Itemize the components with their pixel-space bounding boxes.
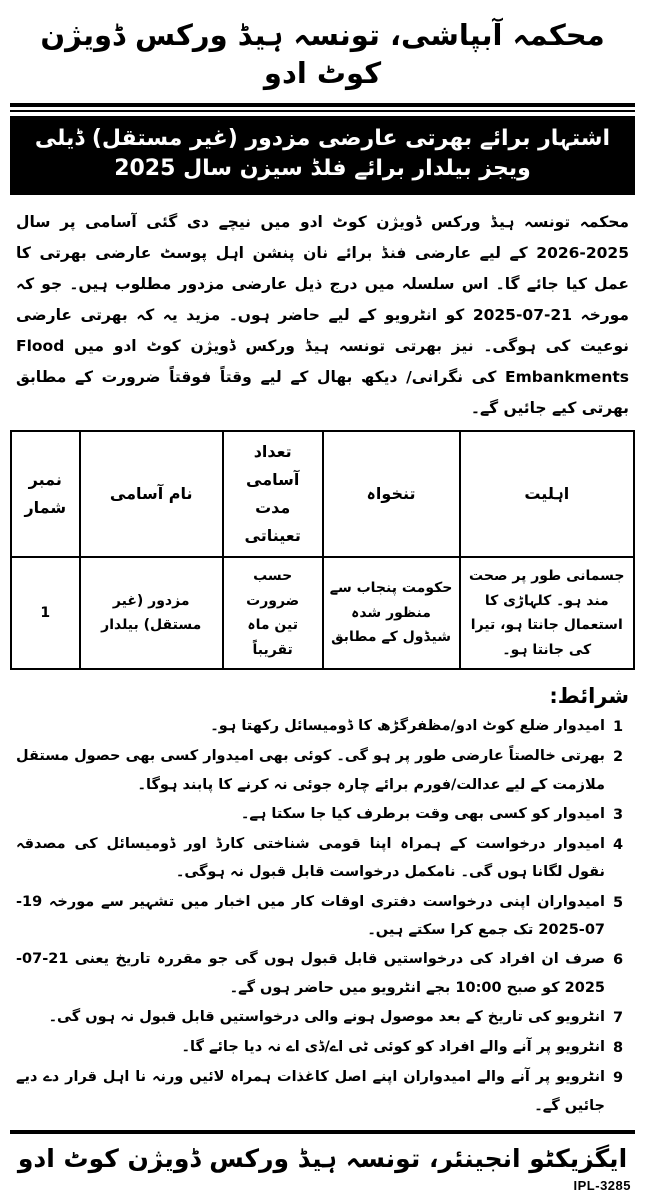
cell-post-name: مزدور (غیر مستقل) بیلدار [80, 557, 223, 669]
list-item [16, 1063, 629, 1120]
header-divider [10, 103, 635, 107]
condition-number: 1 [612, 719, 624, 736]
column-header-eligibility: اہلیت [460, 431, 634, 557]
condition-number: 4 [612, 837, 624, 854]
intro-paragraph: محکمہ تونسہ ہیڈ ورکس ڈویژن کوٹ ادو میں نیچے دی گئی آسامی پر سال 2025-2026 کے لیے عارضی فنڈ برائے نان پنشن اہل پوسٹ عارضی بھرتی کا عمل کیا جائے گا۔ اس سلسلہ میں درج ذیل عارضی مزدور مطلوب ہیں۔ جو کہ مورخہ 21-07-2025 کو انٹرویو کے لیے حاضر ہوں۔ مزید یہ کہ بھرتی عارضی نوعیت کی ہوگی۔ نیز بھرتی تونسہ ہیڈ ورکس ڈویژن کوٹ ادو میں Flood Embankments کی نگرانی/ دیکھ بھال کے لیے وقتاً فوقتاً ضرورت کے مطابق بھرتی کیے جائیں گے۔ [16, 213, 629, 418]
list-item [16, 742, 629, 799]
condition-text: امیدوار کو کسی بھی وقت برطرف کیا جا سکتا ہے۔ [240, 805, 605, 822]
condition-text: انٹرویو پر آنے والے افراد کو کوئی ٹی اے/ڈی اے نہ دیا جائے گا۔ [181, 1039, 605, 1056]
condition-number: 6 [612, 952, 624, 969]
column-header-serial: نمبر شمار [11, 431, 80, 557]
cell-pay: حکومت پنجاب سے منظور شدہ شیڈول کے مطابق [323, 557, 460, 669]
table-header-row [11, 431, 634, 557]
cell-eligibility: جسمانی طور پر صحت مند ہو۔ کلہاڑی کا استعمال جانتا ہو، تیرا کی جانتا ہو۔ [460, 557, 634, 669]
condition-number: 7 [612, 1009, 624, 1026]
condition-text: بھرتی خالصتاً عارضی طور پر ہو گی۔ کوئی بھی امیدوار کسی بھی حصول مستقل ملازمت کے لیے عدالت/فورم برائے چارہ جوئی نہ کرنے کا پابند ہوگا۔ [16, 748, 605, 793]
department-title: محکمہ آبپاشی، تونسہ ہیڈ ورکس ڈویژن کوٹ ادو [40, 18, 605, 91]
table-row [11, 557, 634, 669]
cell-count-duration [223, 557, 323, 669]
ipl-code: IPL-3285 [573, 1177, 631, 1193]
header-divider-thin [10, 110, 635, 112]
advertisement-banner: اشتہار برائے بھرتی عارضی مزدور (غیر مستقل) ڈیلی ویجز بیلدار برائے فلڈ سیزن سال 2025 [10, 116, 635, 196]
list-item [16, 945, 629, 1002]
condition-number: 5 [612, 894, 624, 911]
column-header-pay: تنخواہ [323, 431, 460, 557]
condition-text: امیدوار درخواست کے ہمراہ اپنا قومی شناختی کارڈ اور ڈومیسائل کی مصدقہ نقول لگانا ہوں گی۔ نامکمل درخواست قابل قبول نہ ہوگی۔ [16, 836, 605, 881]
column-header-count-duration: تعداد آسامی مدت تعیناتی [223, 431, 323, 557]
list-item [16, 888, 629, 945]
footer-divider [10, 1130, 635, 1134]
conditions-heading: شرائط: [549, 684, 629, 709]
column-header-post-name: نام آسامی [80, 431, 223, 557]
condition-number: 9 [612, 1070, 624, 1087]
condition-number: 2 [612, 749, 624, 766]
condition-text: انٹرویو کی تاریخ کے بعد موصول ہونے والی درخواستیں قابل قبول نہ ہوں گی۔ [48, 1008, 605, 1025]
cell-serial: 1 [11, 557, 80, 669]
list-item [16, 1003, 629, 1032]
list-item [16, 1033, 629, 1062]
condition-text: امیدوار ضلع کوٹ ادو/مظفرگڑھ کا ڈومیسائل رکھتا ہو۔ [210, 718, 605, 735]
list-item [16, 830, 629, 887]
condition-text: انٹرویو پر آنے والے امیدواران اپنے اصل کاغذات ہمراہ لائیں ورنہ نا اہل قرار دے دیے جائیں گے۔ [16, 1069, 605, 1114]
issuing-authority: ایگزیکٹو انجینئر، تونسہ ہیڈ ورکس ڈویژن کوٹ ادو [17, 1143, 628, 1173]
cell-duration: تین ماہ تقریباً [247, 617, 298, 658]
condition-number: 8 [612, 1040, 624, 1057]
list-item [16, 800, 629, 829]
condition-number: 3 [612, 806, 624, 823]
list-item [16, 712, 629, 741]
condition-text: امیدواران اپنی درخواست دفتری اوقات کار میں اخبار میں تشہیر سے مورخہ 19-07-2025 تک جمع کرا سکتے ہیں۔ [16, 893, 605, 938]
conditions-list [10, 712, 635, 1120]
vacancy-table [10, 430, 635, 670]
cell-count: حسب ضرورت [246, 568, 300, 609]
condition-text: صرف ان افراد کی درخواستیں قابل قبول ہوں گی جو مقررہ تاریخ یعنی 21-07-2025 کو صبح 10:00 بجے انٹرویو میں حاضر ہوں گے۔ [16, 951, 605, 996]
